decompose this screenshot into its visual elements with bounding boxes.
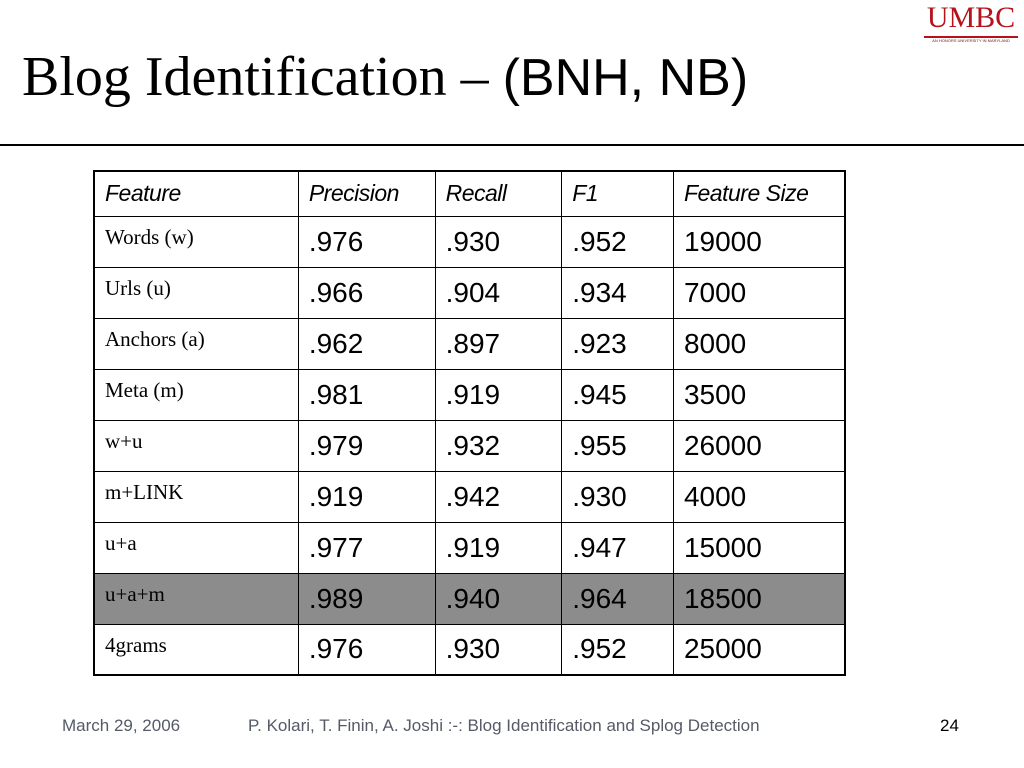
- slide-title-method: (BNH, NB): [502, 49, 749, 107]
- cell-feature: m+LINK: [94, 471, 298, 522]
- cell-feature-size: 7000: [673, 267, 845, 318]
- table-body: [94, 216, 845, 675]
- logo-text: UMBC: [926, 1, 1016, 34]
- table-row: [94, 471, 845, 522]
- cell-precision: .919: [298, 471, 435, 522]
- header-feature-size: Feature Size: [673, 171, 845, 216]
- cell-feature-size: 3500: [673, 369, 845, 420]
- table-row: [94, 267, 845, 318]
- cell-recall: .897: [435, 318, 562, 369]
- cell-feature: 4grams: [94, 624, 298, 675]
- table-row: [94, 369, 845, 420]
- footer-date: March 29, 2006: [62, 716, 181, 735]
- slide-title-main: Blog Identification –: [22, 46, 503, 108]
- table-row: [94, 522, 845, 573]
- cell-recall: .904: [435, 267, 562, 318]
- cell-f1: .934: [562, 267, 674, 318]
- header-precision: Precision: [298, 171, 435, 216]
- results-table: [93, 170, 846, 676]
- cell-recall: .930: [435, 624, 562, 675]
- cell-recall: .932: [435, 420, 562, 471]
- footer-credit: P. Kolari, T. Finin, A. Joshi :-: Blog Identification and Splog Detection: [248, 716, 760, 735]
- table-row: [94, 318, 845, 369]
- cell-feature-size: 26000: [673, 420, 845, 471]
- logo-tagline: AN HONORS UNIVERSITY IN MARYLAND: [932, 38, 1010, 43]
- cell-feature-size: 15000: [673, 522, 845, 573]
- cell-feature: Urls (u): [94, 267, 298, 318]
- page-number: 24: [940, 716, 959, 735]
- cell-feature: Meta (m): [94, 369, 298, 420]
- cell-feature-size: 4000: [673, 471, 845, 522]
- cell-feature-size: 19000: [673, 216, 845, 267]
- table-row: [94, 624, 845, 675]
- table-row: [94, 216, 845, 267]
- cell-recall: .919: [435, 522, 562, 573]
- cell-feature-size: 18500: [673, 573, 845, 624]
- table-header-row: [94, 171, 845, 216]
- cell-f1: .930: [562, 471, 674, 522]
- slide-title: [22, 38, 748, 116]
- cell-feature: Words (w): [94, 216, 298, 267]
- cell-feature-size: 8000: [673, 318, 845, 369]
- cell-precision: .966: [298, 267, 435, 318]
- cell-precision: .962: [298, 318, 435, 369]
- umbc-logo: [924, 0, 1018, 44]
- cell-feature: u+a: [94, 522, 298, 573]
- cell-precision: .976: [298, 624, 435, 675]
- cell-f1: .952: [562, 624, 674, 675]
- header-feature: Feature: [94, 171, 298, 216]
- cell-feature: w+u: [94, 420, 298, 471]
- table-row: [94, 420, 845, 471]
- cell-f1: .964: [562, 573, 674, 624]
- cell-precision: .976: [298, 216, 435, 267]
- cell-f1: .923: [562, 318, 674, 369]
- cell-recall: .930: [435, 216, 562, 267]
- cell-precision: .989: [298, 573, 435, 624]
- cell-recall: .940: [435, 573, 562, 624]
- table-row: [94, 573, 845, 624]
- cell-precision: .977: [298, 522, 435, 573]
- cell-precision: .979: [298, 420, 435, 471]
- cell-feature: u+a+m: [94, 573, 298, 624]
- cell-f1: .952: [562, 216, 674, 267]
- cell-feature: Anchors (a): [94, 318, 298, 369]
- title-divider: [0, 144, 1024, 146]
- cell-feature-size: 25000: [673, 624, 845, 675]
- header-recall: Recall: [435, 171, 562, 216]
- cell-precision: .981: [298, 369, 435, 420]
- cell-f1: .945: [562, 369, 674, 420]
- header-f1: F1: [562, 171, 674, 216]
- cell-f1: .955: [562, 420, 674, 471]
- cell-recall: .942: [435, 471, 562, 522]
- cell-f1: .947: [562, 522, 674, 573]
- cell-recall: .919: [435, 369, 562, 420]
